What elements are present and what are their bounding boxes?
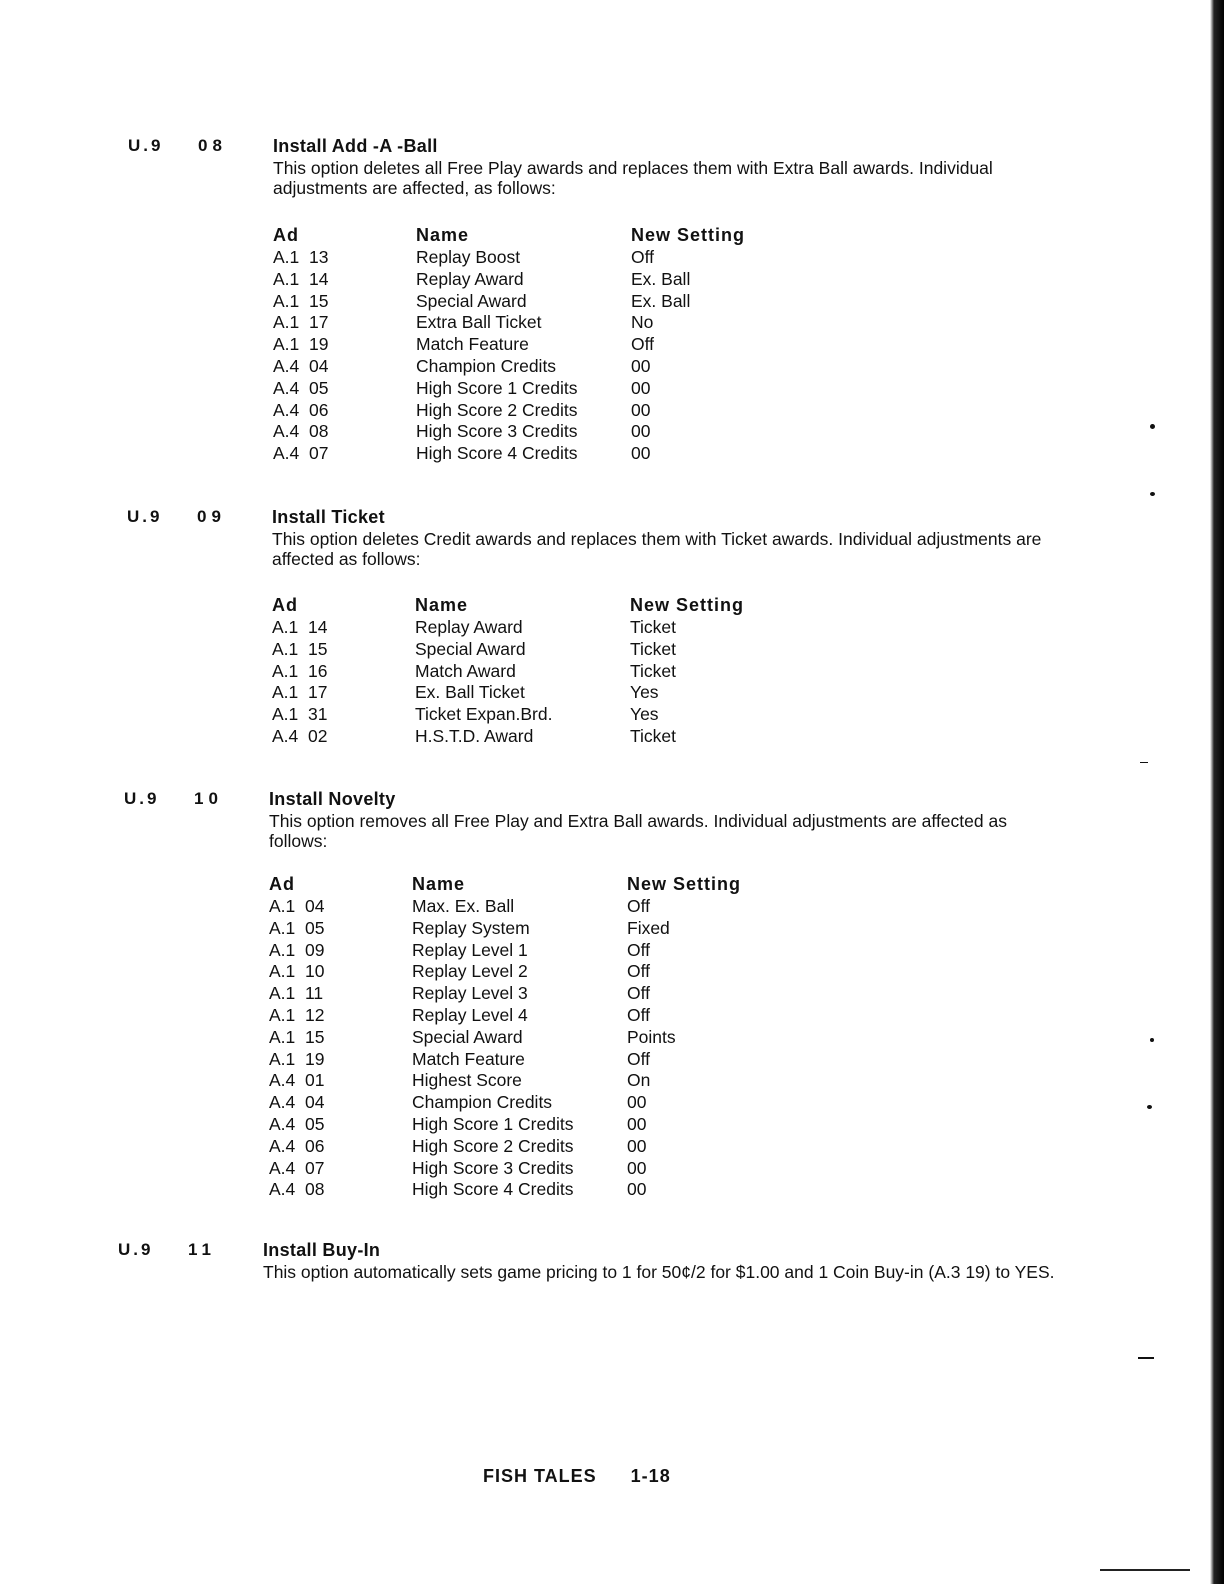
table-row xyxy=(273,247,873,269)
scan-speck xyxy=(1150,1038,1154,1042)
header-setting: New Setting xyxy=(631,225,746,245)
cell-ad: A.1 13 xyxy=(273,247,329,267)
cell-name: H.S.T.D. Award xyxy=(415,725,534,746)
cell-setting: 00 xyxy=(627,1135,647,1156)
cell-setting: Ticket xyxy=(630,725,677,746)
table-row xyxy=(272,682,872,704)
header-name: Name xyxy=(416,225,470,245)
cell-setting: 00 xyxy=(631,443,651,464)
cell-name: Replay Level 1 xyxy=(412,939,528,960)
cell-setting: No xyxy=(631,312,654,333)
section-title: Install Novelty xyxy=(269,789,396,809)
table-row xyxy=(269,1158,869,1180)
section-number: 08 xyxy=(198,136,227,155)
header-name: Name xyxy=(412,874,466,894)
header-ad: Ad xyxy=(269,874,295,894)
scan-mark xyxy=(1138,1357,1154,1359)
cell-ad: A.4 05 xyxy=(273,377,329,398)
table-row xyxy=(269,1070,869,1092)
cell-name: Special Award xyxy=(412,1026,523,1047)
cell-setting: Off xyxy=(631,334,655,355)
section-code: U.9 xyxy=(124,789,160,808)
cell-setting: Points xyxy=(627,1026,676,1047)
table-row xyxy=(269,1179,869,1201)
cell-setting: 00 xyxy=(627,1113,647,1134)
section-number: 09 xyxy=(197,507,226,526)
cell-name: Champion Credits xyxy=(416,355,557,376)
page-footer xyxy=(483,1466,671,1487)
cell-name: Replay Level 2 xyxy=(412,961,528,982)
section-number: 11 xyxy=(188,1240,216,1259)
cell-name: High Score 4 Credits xyxy=(412,1179,574,1200)
table-row xyxy=(269,1114,869,1136)
cell-ad: A.1 17 xyxy=(272,682,328,703)
cell-name: High Score 3 Credits xyxy=(416,421,578,442)
cell-name: Replay Award xyxy=(416,268,524,289)
cell-name: Match Award xyxy=(415,660,516,681)
cell-setting: Ticket xyxy=(630,617,677,637)
table-row xyxy=(273,443,873,465)
cell-setting: 00 xyxy=(627,1092,647,1113)
cell-name: Match Feature xyxy=(412,1048,525,1069)
cell-name: Replay System xyxy=(412,917,530,938)
cell-setting: 00 xyxy=(627,1179,647,1200)
cell-ad: A.4 08 xyxy=(273,421,329,442)
cell-setting: On xyxy=(627,1070,651,1091)
cell-setting: Off xyxy=(627,939,651,960)
table-header xyxy=(272,595,872,619)
cell-ad: A.1 11 xyxy=(269,983,324,1004)
table-row xyxy=(272,726,872,748)
cell-ad: A.1 04 xyxy=(269,896,325,916)
cell-name: Extra Ball Ticket xyxy=(416,312,542,333)
table-rows xyxy=(269,896,869,1201)
section-title: Install Ticket xyxy=(272,507,385,527)
cell-ad: A.1 15 xyxy=(272,638,328,659)
cell-ad: A.4 08 xyxy=(269,1179,325,1200)
cell-name: High Score 1 Credits xyxy=(412,1113,574,1134)
page-edge xyxy=(1210,0,1224,1584)
table-row xyxy=(273,378,873,400)
section-number: 10 xyxy=(194,789,223,808)
cell-setting: Yes xyxy=(630,704,659,725)
cell-setting: 00 xyxy=(631,421,651,442)
table-row xyxy=(273,356,873,378)
cell-name: High Score 2 Credits xyxy=(416,399,578,420)
cell-ad: A.1 10 xyxy=(269,961,325,982)
section-description: This option deletes all Free Play awards and replaces them with Extra Ball awards. Individual adjustments are affected, as follows: xyxy=(273,158,993,198)
table-row xyxy=(272,617,872,639)
cell-name: Ex. Ball Ticket xyxy=(415,682,525,703)
cell-ad: A.1 15 xyxy=(273,290,329,311)
cell-ad: A.4 04 xyxy=(273,355,329,376)
cell-name: Replay Level 4 xyxy=(412,1004,528,1025)
table-row xyxy=(269,1049,869,1071)
table-row xyxy=(273,400,873,422)
cell-ad: A.1 14 xyxy=(273,268,329,289)
cell-ad: A.4 06 xyxy=(269,1135,325,1156)
cell-name: Match Feature xyxy=(416,334,529,355)
table-header xyxy=(273,225,873,249)
table-rows xyxy=(272,617,872,748)
table-row xyxy=(272,661,872,683)
cell-ad: A.1 15 xyxy=(269,1026,325,1047)
section-code: U.9 xyxy=(127,507,163,526)
cell-ad: A.1 09 xyxy=(269,939,325,960)
cell-setting: 00 xyxy=(631,399,651,420)
cell-setting: 00 xyxy=(627,1157,647,1178)
cell-ad: A.4 06 xyxy=(273,399,329,420)
cell-ad: A.1 12 xyxy=(269,1004,325,1025)
cell-ad: A.4 07 xyxy=(273,443,329,464)
table-row xyxy=(272,639,872,661)
cell-setting: Fixed xyxy=(627,917,670,938)
table-row xyxy=(273,291,873,313)
header-name: Name xyxy=(415,595,469,615)
table-row xyxy=(269,961,869,983)
section-code: U.9 xyxy=(128,136,164,155)
cell-name: Highest Score xyxy=(412,1070,522,1091)
cell-name: Replay Award xyxy=(415,617,523,637)
cell-ad: A.1 16 xyxy=(272,660,328,681)
cell-setting: Yes xyxy=(630,682,659,703)
section-title: Install Buy-In xyxy=(263,1240,381,1260)
cell-name: High Score 3 Credits xyxy=(412,1157,574,1178)
scan-speck xyxy=(1147,1105,1152,1109)
table-row xyxy=(273,269,873,291)
page-number: 1-18 xyxy=(630,1466,671,1486)
table-row xyxy=(273,312,873,334)
cell-ad: A.4 07 xyxy=(269,1157,325,1178)
cell-setting: Ex. Ball xyxy=(631,290,691,311)
cell-name: Special Award xyxy=(415,638,526,659)
cell-name: Replay Level 3 xyxy=(412,983,528,1004)
cell-setting: Off xyxy=(627,983,651,1004)
cell-setting: 00 xyxy=(631,377,651,398)
header-ad: Ad xyxy=(272,595,298,615)
cell-ad: A.1 05 xyxy=(269,917,325,938)
footer-title: FISH TALES xyxy=(483,1466,597,1486)
cell-setting: Ticket xyxy=(630,638,677,659)
cell-ad: A.4 02 xyxy=(272,725,328,746)
footer-rule xyxy=(1100,1569,1190,1571)
cell-setting: Off xyxy=(627,896,651,916)
section-description: This option deletes Credit awards and replaces them with Ticket awards. Individual adjustments are affected as follows: xyxy=(272,529,1042,569)
header-setting: New Setting xyxy=(627,874,742,894)
cell-name: Max. Ex. Ball xyxy=(412,896,515,916)
table-row xyxy=(269,983,869,1005)
header-setting: New Setting xyxy=(630,595,745,615)
table-row xyxy=(269,1092,869,1114)
cell-setting: Off xyxy=(627,1004,651,1025)
cell-ad: A.4 04 xyxy=(269,1092,325,1113)
cell-name: Replay Boost xyxy=(416,247,521,267)
section-description: This option removes all Free Play and Extra Ball awards. Individual adjustments are affected as follows: xyxy=(269,811,1007,851)
cell-name: Champion Credits xyxy=(412,1092,553,1113)
scan-speck xyxy=(1150,424,1155,429)
cell-ad: A.1 19 xyxy=(269,1048,325,1069)
table-row xyxy=(269,1136,869,1158)
section-code: U.9 xyxy=(118,1240,154,1259)
cell-name: High Score 1 Credits xyxy=(416,377,578,398)
table-row xyxy=(273,421,873,443)
table-header xyxy=(269,874,869,898)
table-rows xyxy=(273,247,873,465)
cell-setting: Off xyxy=(627,1048,651,1069)
cell-setting: Off xyxy=(627,961,651,982)
table-row xyxy=(269,896,869,918)
cell-name: Ticket Expan.Brd. xyxy=(415,704,553,725)
cell-ad: A.1 17 xyxy=(273,312,329,333)
section-title: Install Add -A -Ball xyxy=(273,136,438,156)
table-row xyxy=(273,334,873,356)
cell-setting: 00 xyxy=(631,355,651,376)
scan-mark xyxy=(1140,762,1148,763)
table-row xyxy=(269,1005,869,1027)
header-ad: Ad xyxy=(273,225,299,245)
table-row xyxy=(269,1027,869,1049)
cell-name: High Score 2 Credits xyxy=(412,1135,574,1156)
cell-name: High Score 4 Credits xyxy=(416,443,578,464)
cell-name: Special Award xyxy=(416,290,527,311)
section-description: This option automatically sets game pricing to 1 for 50¢/2 for $1.00 and 1 Coin Buy-in (A.3 19) to YES. xyxy=(263,1262,1055,1282)
cell-setting: Ticket xyxy=(630,660,677,681)
table-row xyxy=(272,704,872,726)
table-row xyxy=(269,940,869,962)
cell-ad: A.1 19 xyxy=(273,334,329,355)
cell-ad: A.4 01 xyxy=(269,1070,325,1091)
cell-setting: Off xyxy=(631,247,655,267)
table-row xyxy=(269,918,869,940)
cell-setting: Ex. Ball xyxy=(631,268,691,289)
scan-speck xyxy=(1150,492,1155,496)
cell-ad: A.4 05 xyxy=(269,1113,325,1134)
cell-ad: A.1 31 xyxy=(272,704,328,725)
cell-ad: A.1 14 xyxy=(272,617,328,637)
